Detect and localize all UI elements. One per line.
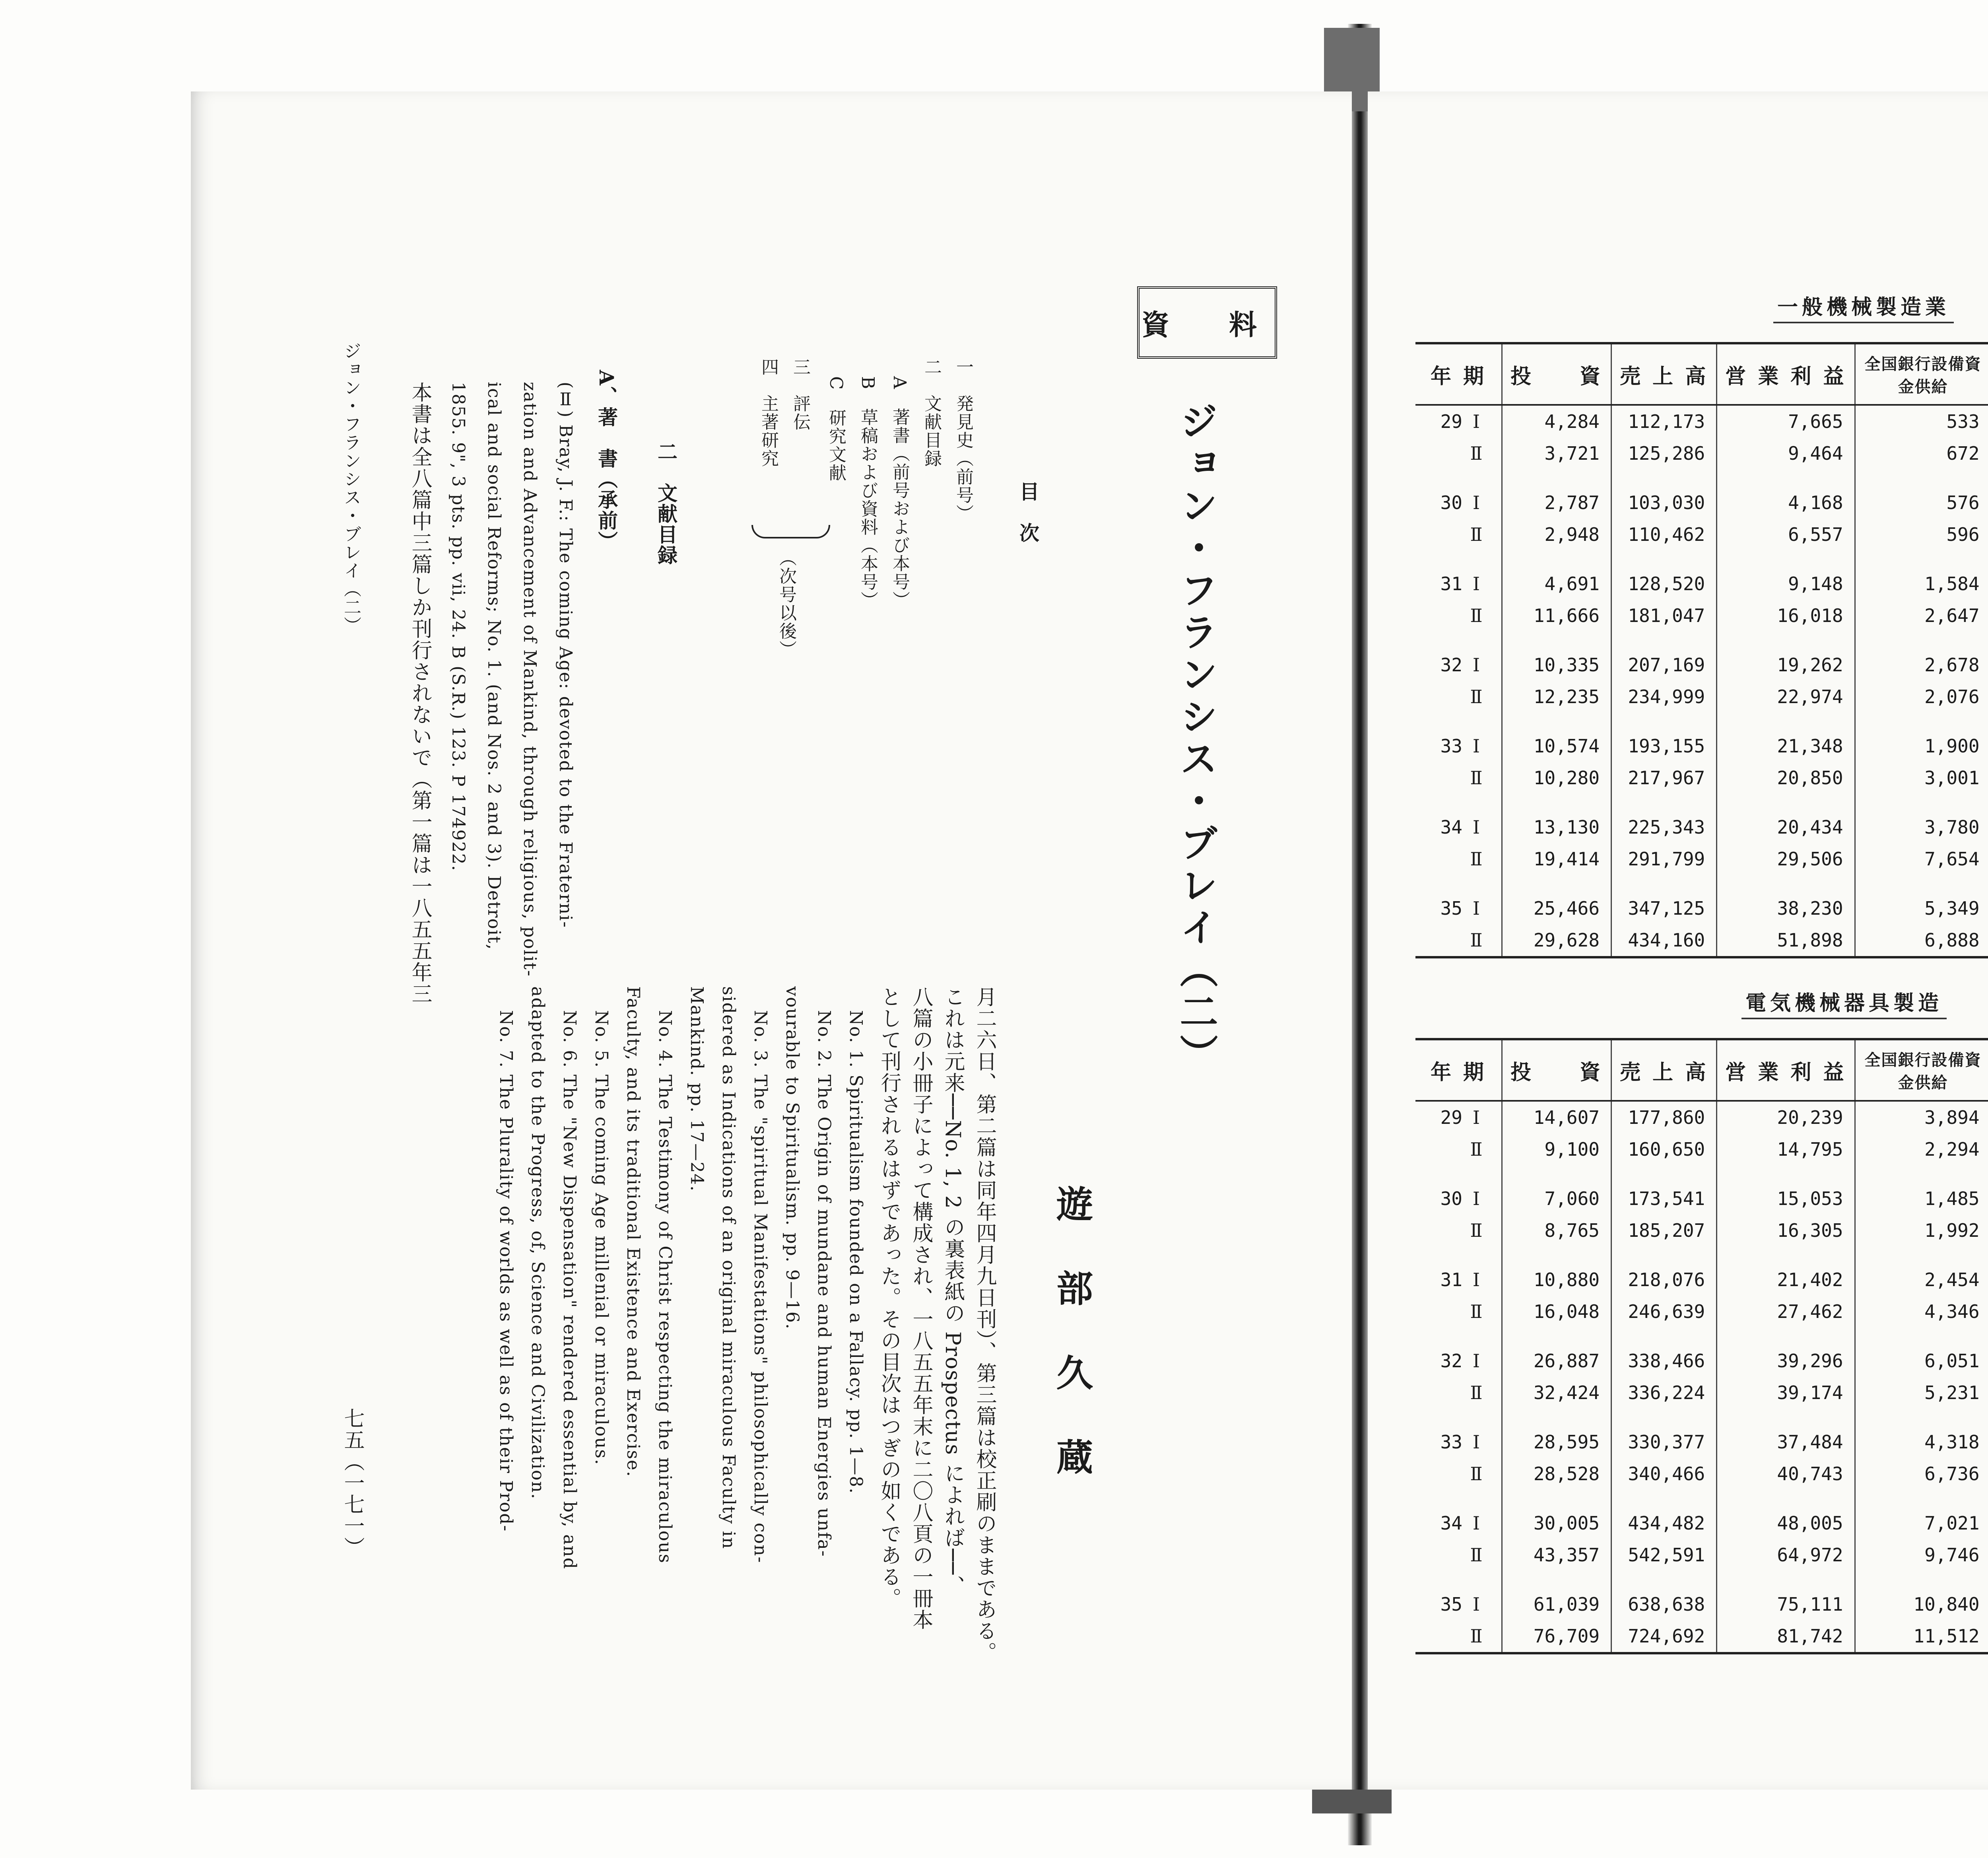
table-cell: 21,348 [1717, 713, 1855, 762]
subsection-heading: A、著 書（承前） [595, 370, 618, 552]
period-cell [1415, 1377, 1502, 1409]
table-row [1415, 632, 1988, 681]
period-cell [1415, 1165, 1502, 1215]
period-cell [1415, 1133, 1502, 1165]
table-cell: 3,780 [1855, 794, 1988, 843]
table-row [1415, 600, 1988, 632]
table-title-general-machinery: 一般機械製造業 [1773, 290, 1954, 323]
column-header: 投 資 [1502, 343, 1611, 405]
table-cell: 103,030 [1611, 469, 1717, 519]
table-cell: 173,541 [1611, 1165, 1717, 1215]
table-cell: 26,887 [1502, 1327, 1611, 1377]
year-label: 31 [1440, 573, 1462, 595]
table-row [1415, 519, 1988, 550]
half-label: Ⅱ [1470, 1220, 1483, 1241]
period-cell [1415, 875, 1502, 924]
column-header: 年 期 [1415, 343, 1502, 405]
table-cell: 40,743 [1717, 1458, 1855, 1490]
table-cell: 4,168 [1717, 469, 1855, 519]
half-label: Ⅱ [1470, 1382, 1483, 1403]
half-label: Ⅱ [1470, 1139, 1483, 1160]
table-row [1415, 1539, 1988, 1571]
table-cell: 638,638 [1611, 1571, 1717, 1620]
table-title-electrical-machinery: 電気機械器具製造 [1741, 986, 1947, 1019]
table-row [1415, 1165, 1988, 1215]
table-cell: 4,284 [1502, 405, 1611, 437]
column-header: 全国銀行設備資金供給 [1855, 1039, 1988, 1101]
toc-bracket [751, 525, 830, 538]
table-cell: 2,076 [1855, 681, 1988, 713]
table-cell: 39,174 [1717, 1377, 1855, 1409]
toc-item: 二 文献目録 [921, 358, 942, 468]
table-cell: 533 [1855, 405, 1988, 437]
table-cell: 76,709 [1502, 1620, 1611, 1653]
table-cell: 724,692 [1611, 1620, 1717, 1653]
toc-heading: 目 次 [1016, 481, 1040, 543]
toc-item: B 草稿および資料（本号） [858, 358, 878, 610]
column-header: 売 上 高 [1611, 1039, 1717, 1101]
intro-line: これは元来──No. 1, 2 の裏表紙の Prospectus によれば──、 [941, 986, 965, 1597]
body-line: (Ⅱ) Bray, J. F.: The coming Age: devoted to the Fraterni- [555, 382, 576, 928]
intro-line: No. 1. Spiritualism founded on a Fallacy. pp. 1—8. [846, 1010, 866, 1495]
table-row [1415, 1490, 1988, 1539]
body-line: 本書は全八篇中三篇しか刊行されないで（第一篇は一八五五年三 [408, 382, 432, 1005]
period-cell [1415, 1215, 1502, 1246]
table-cell: 7,665 [1717, 405, 1855, 437]
toc-item: 三 評伝 [790, 358, 810, 431]
period-cell [1415, 469, 1502, 519]
half-label: Ⅰ [1472, 1512, 1480, 1534]
table-cell: 6,051 [1855, 1327, 1988, 1377]
table-cell: 51,898 [1717, 924, 1855, 957]
table-cell: 8,765 [1502, 1215, 1611, 1246]
table-cell: 3,721 [1502, 437, 1611, 469]
year-label: 29 [1440, 411, 1462, 432]
column-header: 売 上 高 [1611, 343, 1717, 405]
table-cell: 5,349 [1855, 875, 1988, 924]
period-cell [1415, 1101, 1502, 1133]
year-label: 30 [1440, 1188, 1462, 1209]
column-header: 年 期 [1415, 1039, 1502, 1101]
table-cell: 32,424 [1502, 1377, 1611, 1409]
intro-line: adapted to the Progress, of, Science and Civilization. [528, 986, 548, 1500]
table-cell: 246,639 [1611, 1296, 1717, 1327]
table-cell: 1,992 [1855, 1215, 1988, 1246]
table-cell: 9,100 [1502, 1133, 1611, 1165]
table-cell: 9,464 [1717, 437, 1855, 469]
table-cell: 338,466 [1611, 1327, 1717, 1377]
period-cell [1415, 1571, 1502, 1620]
table-cell: 340,466 [1611, 1458, 1717, 1490]
table-cell: 21,402 [1717, 1246, 1855, 1296]
table-row [1415, 1327, 1988, 1377]
table-cell: 3,001 [1855, 762, 1988, 794]
table-row [1415, 1133, 1988, 1165]
table-cell: 64,972 [1717, 1539, 1855, 1571]
table-row [1415, 681, 1988, 713]
half-label: Ⅱ [1470, 1463, 1483, 1485]
table-cell: 434,160 [1611, 924, 1717, 957]
table-cell: 110,462 [1611, 519, 1717, 550]
table-cell: 128,520 [1611, 550, 1717, 600]
table-cell: 217,967 [1611, 762, 1717, 794]
intro-line: No. 5. The coming Age millenial or miraculous. [591, 1010, 612, 1465]
table-cell: 1,485 [1855, 1165, 1988, 1215]
table-cell: 20,850 [1717, 762, 1855, 794]
period-cell [1415, 632, 1502, 681]
half-label: Ⅱ [1470, 929, 1483, 951]
period-cell [1415, 405, 1502, 437]
table-cell: 81,742 [1717, 1620, 1855, 1653]
table-cell: 185,207 [1611, 1215, 1717, 1246]
table-cell: 207,169 [1611, 632, 1717, 681]
year-label: 32 [1440, 1350, 1462, 1372]
body-line: ical and social Reforms; No. 1. (and Nos. 2 and 3). Detroit, [484, 382, 504, 950]
table-cell: 16,018 [1717, 600, 1855, 632]
table-cell: 39,296 [1717, 1327, 1855, 1377]
half-label: Ⅱ [1470, 686, 1483, 707]
period-cell [1415, 1327, 1502, 1377]
period-cell [1415, 1620, 1502, 1653]
table-row [1415, 405, 1988, 437]
toc-item: 四 主著研究 [758, 358, 779, 468]
year-label: 34 [1440, 1512, 1462, 1534]
table-cell: 10,840 [1855, 1571, 1988, 1620]
table-cell: 16,048 [1502, 1296, 1611, 1327]
half-label: Ⅰ [1472, 735, 1480, 757]
table-cell: 14,607 [1502, 1101, 1611, 1133]
table-cell: 1,900 [1855, 713, 1988, 762]
half-label: Ⅰ [1472, 816, 1480, 838]
table-row [1415, 1409, 1988, 1458]
year-label: 35 [1440, 1594, 1462, 1615]
intro-line: sidered as Indications of an original miraculous Faculty in [718, 986, 739, 1549]
general-machinery-table [1415, 342, 1988, 958]
table-cell: 28,528 [1502, 1458, 1611, 1490]
table-cell: 6,736 [1855, 1458, 1988, 1490]
table-cell: 2,294 [1855, 1133, 1988, 1165]
table-cell: 336,224 [1611, 1377, 1717, 1409]
half-label: Ⅰ [1472, 898, 1480, 919]
table-row [1415, 762, 1988, 794]
intro-line: 八篇の小冊子によって構成され、一八五五年末に二〇八頁の一冊本 [909, 986, 933, 1631]
half-label: Ⅰ [1472, 573, 1480, 595]
table-cell: 5,231 [1855, 1377, 1988, 1409]
table-cell: 193,155 [1611, 713, 1717, 762]
year-label: 34 [1440, 816, 1462, 838]
table-cell: 596 [1855, 519, 1988, 550]
table-cell: 28,595 [1502, 1409, 1611, 1458]
intro-line: No. 2. The Origin of mundane and human Energies unfa- [814, 1010, 834, 1557]
table-cell: 291,799 [1611, 843, 1717, 875]
table-cell: 15,053 [1717, 1165, 1855, 1215]
table-cell: 10,574 [1502, 713, 1611, 762]
table-row [1415, 1296, 1988, 1327]
table-cell: 29,506 [1717, 843, 1855, 875]
period-cell [1415, 437, 1502, 469]
column-header: 投 資 [1502, 1039, 1611, 1101]
table-cell: 12,235 [1502, 681, 1611, 713]
table-cell: 7,060 [1502, 1165, 1611, 1215]
column-header: 営 業 利 益 [1717, 1039, 1855, 1101]
year-label: 29 [1440, 1107, 1462, 1128]
period-cell [1415, 843, 1502, 875]
year-label: 30 [1440, 492, 1462, 513]
intro-line: No. 6. The "New Dispensation" rendered essential by, and [559, 1010, 580, 1570]
table-cell: 3,894 [1855, 1101, 1988, 1133]
half-label: Ⅱ [1470, 1625, 1483, 1647]
half-label: Ⅱ [1470, 1301, 1483, 1322]
period-cell [1415, 762, 1502, 794]
period-cell [1415, 1458, 1502, 1490]
body-line: 1855. 9", 3 pts. pp. vii, 24. B (S.R.) 123. P 174922. [448, 382, 468, 872]
table-cell: 160,650 [1611, 1133, 1717, 1165]
table-cell: 25,466 [1502, 875, 1611, 924]
half-label: Ⅱ [1470, 605, 1483, 626]
half-label: Ⅰ [1472, 1431, 1480, 1453]
intro-line: No. 3. The "spiritual Manifestations" philosophically con- [750, 1010, 771, 1564]
intro-line: vourable to Spiritualism. pp. 9—16. [782, 986, 802, 1330]
table-cell: 4,691 [1502, 550, 1611, 600]
period-cell [1415, 924, 1502, 957]
period-cell [1415, 1539, 1502, 1571]
period-cell [1415, 519, 1502, 550]
table-row [1415, 875, 1988, 924]
table-row [1415, 469, 1988, 519]
table-row [1415, 1215, 1988, 1246]
table-cell: 10,280 [1502, 762, 1611, 794]
period-cell [1415, 1246, 1502, 1296]
year-label: 33 [1440, 735, 1462, 757]
period-cell [1415, 713, 1502, 762]
table-row [1415, 1571, 1988, 1620]
table-cell: 10,880 [1502, 1246, 1611, 1296]
table-row [1415, 550, 1988, 600]
period-cell [1415, 1490, 1502, 1539]
table-cell: 7,654 [1855, 843, 1988, 875]
table-cell: 2,948 [1502, 519, 1611, 550]
electrical-machinery-table [1415, 1038, 1988, 1654]
table-cell: 2,647 [1855, 600, 1988, 632]
period-cell [1415, 600, 1502, 632]
year-label: 33 [1440, 1431, 1462, 1453]
table-cell: 19,262 [1717, 632, 1855, 681]
table-cell: 2,454 [1855, 1246, 1988, 1296]
table-row [1415, 1620, 1988, 1653]
table-cell: 542,591 [1611, 1539, 1717, 1571]
table-cell: 234,999 [1611, 681, 1717, 713]
table-cell: 347,125 [1611, 875, 1717, 924]
table-row [1415, 1246, 1988, 1296]
table-cell: 125,286 [1611, 437, 1717, 469]
author-name: 遊部久蔵 [1050, 1185, 1093, 1522]
year-label: 31 [1440, 1269, 1462, 1290]
table-row [1415, 713, 1988, 762]
half-label: Ⅰ [1472, 492, 1480, 513]
table-cell: 225,343 [1611, 794, 1717, 843]
article-title: ジョン・フランシス・ブレイ（二） [1174, 402, 1219, 1076]
period-cell [1415, 1409, 1502, 1458]
period-cell [1415, 794, 1502, 843]
table-cell: 29,628 [1502, 924, 1611, 957]
toc-item: C 研究文献 [826, 358, 846, 482]
table-cell: 37,484 [1717, 1409, 1855, 1458]
half-label: Ⅰ [1472, 1269, 1480, 1290]
table-cell: 19,414 [1502, 843, 1611, 875]
section-heading: 二 文献目録 [654, 441, 678, 566]
half-label: Ⅱ [1470, 443, 1483, 464]
period-cell [1415, 1296, 1502, 1327]
table-cell: 20,434 [1717, 794, 1855, 843]
table-row [1415, 1377, 1988, 1409]
table-cell: 14,795 [1717, 1133, 1855, 1165]
table-cell: 1,584 [1855, 550, 1988, 600]
table-cell: 177,860 [1611, 1101, 1717, 1133]
year-label: 32 [1440, 654, 1462, 676]
table-cell: 4,346 [1855, 1296, 1988, 1327]
table-cell: 672 [1855, 437, 1988, 469]
page-number-left: 七五（一七一） [340, 1408, 364, 1558]
table-cell: 10,335 [1502, 632, 1611, 681]
table-cell: 6,888 [1855, 924, 1988, 957]
table-cell: 6,557 [1717, 519, 1855, 550]
period-cell [1415, 550, 1502, 600]
table-cell: 16,305 [1717, 1215, 1855, 1246]
table-cell: 218,076 [1611, 1246, 1717, 1296]
table-row [1415, 794, 1988, 843]
half-label: Ⅰ [1472, 1188, 1480, 1209]
toc-item: 一 発見史（前号） [953, 358, 973, 523]
table-row [1415, 1458, 1988, 1490]
table-cell: 30,005 [1502, 1490, 1611, 1539]
section-label: 資 料 [1137, 286, 1277, 359]
table-cell: 2,678 [1855, 632, 1988, 681]
table-row [1415, 437, 1988, 469]
table-cell: 576 [1855, 469, 1988, 519]
intro-line: No. 7. The Plurality of worlds as well as of their Prod- [496, 1010, 516, 1532]
table-cell: 22,974 [1717, 681, 1855, 713]
intro-line: 月二六日、第二篇は同年四月九日刊）、第三篇は校正刷のままである。 [973, 986, 996, 1663]
intro-line: No. 4. The Testimony of Christ respecting the miraculous [655, 1010, 675, 1564]
half-label: Ⅰ [1472, 411, 1480, 432]
table-cell: 20,239 [1717, 1101, 1855, 1133]
intro-line: として刊行されるはずであった。その目次はつぎの如くである。 [877, 986, 901, 1609]
table-cell: 112,173 [1611, 405, 1717, 437]
table-cell: 13,130 [1502, 794, 1611, 843]
body-line: zation and Advancement of Mankind, through religious, polit- [520, 382, 540, 977]
column-header: 全国銀行設備資金供給 [1855, 343, 1988, 405]
table-cell: 434,482 [1611, 1490, 1717, 1539]
table-cell: 11,512 [1855, 1620, 1988, 1653]
table-row [1415, 1101, 1988, 1133]
table-row [1415, 924, 1988, 957]
toc-bracket-note: （次号以後） [776, 549, 796, 659]
running-footer: ジョン・フランシス・ブレイ（二） [341, 342, 361, 635]
column-header: 営 業 利 益 [1717, 343, 1855, 405]
table-cell: 75,111 [1717, 1571, 1855, 1620]
half-label: Ⅰ [1472, 1107, 1480, 1128]
half-label: Ⅰ [1472, 1350, 1480, 1372]
table-cell: 181,047 [1611, 600, 1717, 632]
half-label: Ⅱ [1470, 1544, 1483, 1566]
period-cell [1415, 681, 1502, 713]
table-cell: 330,377 [1611, 1409, 1717, 1458]
half-label: Ⅰ [1472, 1594, 1480, 1615]
table-cell: 27,462 [1717, 1296, 1855, 1327]
intro-line: Mankind. pp. 17—24. [687, 986, 707, 1192]
table-cell: 7,021 [1855, 1490, 1988, 1539]
table-cell: 4,318 [1855, 1409, 1988, 1458]
table-cell: 9,148 [1717, 550, 1855, 600]
table-cell: 48,005 [1717, 1490, 1855, 1539]
table-cell: 43,357 [1502, 1539, 1611, 1571]
year-label: 35 [1440, 898, 1462, 919]
table-cell: 2,787 [1502, 469, 1611, 519]
toc-item: A 著書（前号および本号） [889, 358, 910, 609]
binding-shadow-bottom [1312, 1790, 1392, 1813]
table-cell: 61,039 [1502, 1571, 1611, 1620]
intro-line: Faculty, and its traditional Existence and Exercise. [623, 986, 643, 1477]
half-label: Ⅰ [1472, 654, 1480, 676]
half-label: Ⅱ [1470, 524, 1483, 545]
table-cell: 9,746 [1855, 1539, 1988, 1571]
half-label: Ⅱ [1470, 767, 1483, 789]
half-label: Ⅱ [1470, 848, 1483, 870]
table-row [1415, 843, 1988, 875]
table-cell: 38,230 [1717, 875, 1855, 924]
table-cell: 11,666 [1502, 600, 1611, 632]
